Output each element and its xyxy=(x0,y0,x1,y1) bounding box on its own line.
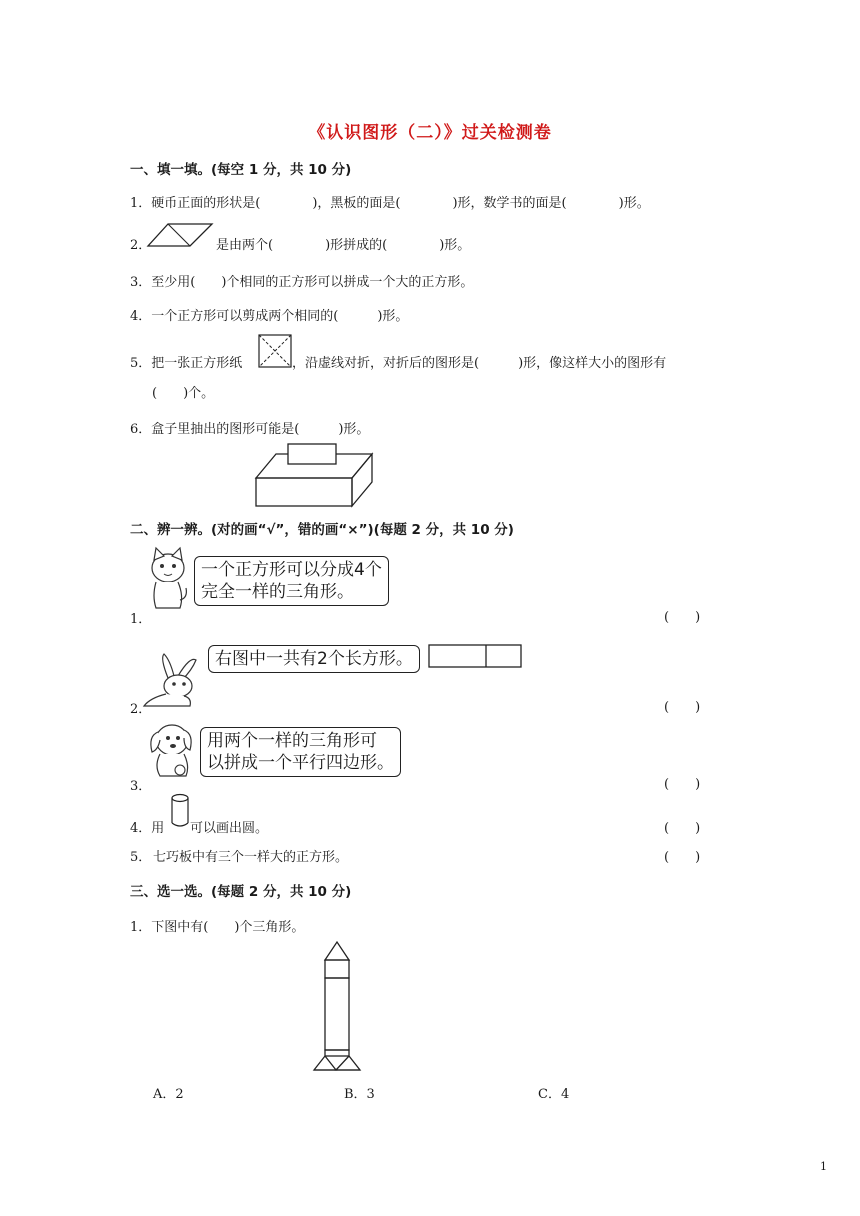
parallelogram-figure xyxy=(146,222,214,248)
s1-question-5-text: ，沿虚线对折，对折后的图形是( )形，像这样大小的图形有 xyxy=(292,356,667,371)
s1-question-5-line2: ( )个。 xyxy=(152,386,215,401)
page-number: 1 xyxy=(820,1160,827,1173)
s1-question-2-number: 2． xyxy=(130,238,152,253)
section2-heading: 二、辨一辨。(对的画“√”，错的画“×”)(每题 2 分，共 10 分) xyxy=(130,522,514,538)
section1-heading: 一、填一填。(每空 1 分，共 10 分) xyxy=(130,162,352,178)
page-title: 《认识图形（二）》过关检测卷 xyxy=(308,123,552,143)
s2-item-5-number: 5． xyxy=(130,850,152,865)
folded-square-figure xyxy=(258,334,292,368)
bubble-1-line-2: 完全一样的三角形。 xyxy=(201,582,354,602)
speech-bubble-1 xyxy=(194,556,389,606)
s2-item-2-answer[interactable]: ( ) xyxy=(664,700,701,715)
s1-question-5-prefix: 5．把一张正方形纸 xyxy=(130,356,243,371)
s2-item-4-text: 可以画出圆。 xyxy=(190,821,269,836)
section3-heading: 三、选一选。(每题 2 分，共 10 分) xyxy=(130,884,352,900)
bubble-2-line-1: 右图中一共有2个长方形。 xyxy=(215,649,413,669)
s2-item-4-answer[interactable]: ( ) xyxy=(664,821,701,836)
s2-item-2-number: 2． xyxy=(130,702,152,717)
s2-item-4-number: 4．用 xyxy=(130,821,165,836)
s1-question-4: 4．一个正方形可以剪成两个相同的( )形。 xyxy=(130,309,409,324)
rocket-figure xyxy=(312,940,362,1072)
s1-question-6: 6．盒子里抽出的图形可能是( )形。 xyxy=(130,422,370,437)
s2-item-3-answer[interactable]: ( ) xyxy=(664,777,701,792)
s2-item-1-number: 1． xyxy=(130,612,152,627)
s3-question-1: 1．下图中有( )个三角形。 xyxy=(130,920,305,935)
option-a[interactable]: A．2 xyxy=(153,1087,184,1102)
s2-item-5-answer[interactable]: ( ) xyxy=(664,850,701,865)
speech-bubble-3 xyxy=(200,727,401,777)
bubble-3-line-1: 用两个一样的三角形可 xyxy=(207,731,377,751)
option-c[interactable]: C．4 xyxy=(538,1087,570,1102)
cylinder-icon xyxy=(170,793,190,829)
option-b[interactable]: B．3 xyxy=(344,1087,375,1102)
s1-question-1: 1．硬币正面的形状是( )，黑板的面是( )形，数学书的面是( )形。 xyxy=(130,196,650,211)
speech-bubble-2 xyxy=(208,645,420,673)
box-figure xyxy=(254,442,374,508)
bubble-1-line-1: 一个正方形可以分成4个 xyxy=(201,560,382,580)
s1-question-2-text: 是由两个( )形拼成的( )形。 xyxy=(216,238,471,253)
cat-icon xyxy=(146,548,190,610)
dog-icon xyxy=(146,722,196,778)
s2-item-5-text: 七巧板中有三个一样大的正方形。 xyxy=(153,850,349,865)
bubble-3-line-2: 以拼成一个平行四边形。 xyxy=(207,753,394,773)
s2-item-3-number: 3． xyxy=(130,779,152,794)
s2-item-1-answer[interactable]: ( ) xyxy=(664,610,701,625)
s1-question-3: 3．至少用( )个相同的正方形可以拼成一个大的正方形。 xyxy=(130,275,474,290)
two-rectangles-figure xyxy=(428,644,522,668)
